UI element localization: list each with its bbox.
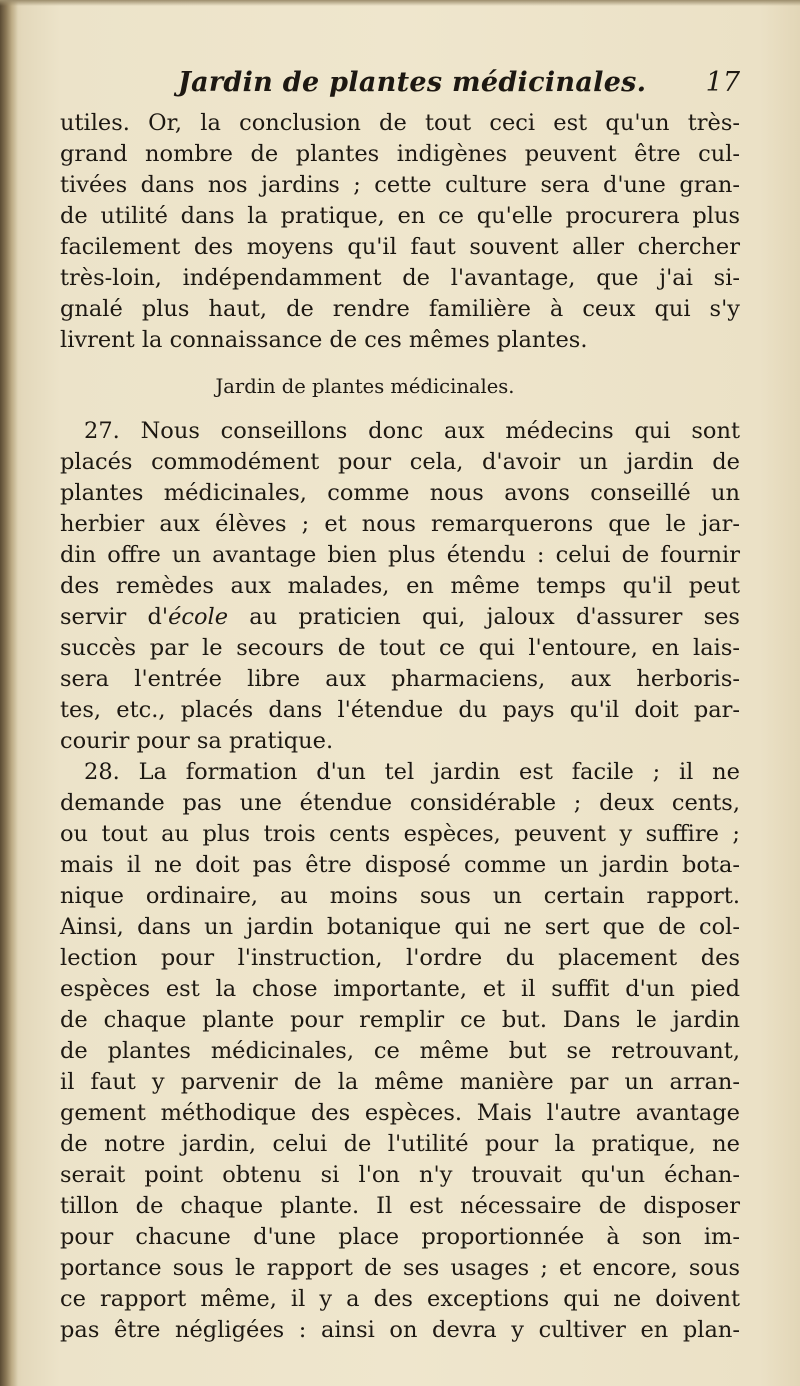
text-line: pas être négligées : ainsi on devra y cultiver en plan- (60, 1317, 740, 1343)
text-line: tes, etc., placés dans l'étendue du pays qu'il doit par- (60, 697, 740, 723)
text-line: lection pour l'instruction, l'ordre du placement des (60, 945, 740, 971)
text-line: portance sous le rapport de ses usages ; et encore, sous (60, 1255, 740, 1281)
book-binding-shadow (0, 0, 18, 1386)
text-line: livrent la connaissance de ces mêmes plantes. (60, 327, 588, 353)
text-line: tivées dans nos jardins ; cette culture sera d'une gran- (60, 172, 740, 198)
text-line: pour chacune d'une place proportionnée à son im- (60, 1224, 740, 1250)
text-line: facilement des moyens qu'il faut souvent aller chercher (60, 234, 740, 260)
paragraph-intro (60, 108, 740, 356)
text-line: nique ordinaire, au moins sous un certain rapport. (60, 883, 740, 909)
italic-word-ecole: école (168, 604, 229, 630)
page-body (60, 108, 740, 1346)
text-line: serait point obtenu si l'on n'y trouvait qu'un échan- (60, 1162, 740, 1188)
text-line: tillon de chaque plante. Il est nécessaire de disposer (60, 1193, 740, 1219)
text-line: très-loin, indépendamment de l'avantage, que j'ai si- (60, 265, 740, 291)
text-line: placés commodément pour cela, d'avoir un jardin de (60, 449, 740, 475)
text-line: plantes médicinales, comme nous avons conseillé un (60, 480, 740, 506)
text-line: demande pas une étendue considérable ; deux cents, (60, 790, 740, 816)
paragraph-28 (60, 757, 740, 1346)
text-line: ce rapport même, il y a des exceptions qui ne doivent (60, 1286, 740, 1312)
page-number: 17 (705, 67, 740, 98)
text-line: de notre jardin, celui de l'utilité pour la pratique, ne (60, 1131, 740, 1157)
text-line: sera l'entrée libre aux pharmaciens, aux herboris- (60, 666, 740, 692)
text-line: 28. La formation d'un tel jardin est facile ; il ne (84, 759, 740, 785)
page-header (60, 66, 740, 106)
section-heading: Jardin de plantes médicinales. (215, 375, 515, 398)
paragraph-27 (60, 416, 740, 757)
text-line: gement méthodique des espèces. Mais l'autre avantage (60, 1100, 740, 1126)
text-line: mais il ne doit pas être disposé comme un jardin bota- (60, 852, 740, 878)
text-line: grand nombre de plantes indigènes peuvent être cul- (60, 141, 740, 167)
text-line: ou tout au plus trois cents espèces, peuvent y suffire ; (60, 821, 740, 847)
text-segment: au praticien qui, jaloux d'assurer ses (228, 604, 740, 630)
text-line: gnalé plus haut, de rendre familière à ceux qui s'y (60, 296, 740, 322)
text-line: herbier aux élèves ; et nous remarquerons que le jar- (60, 511, 740, 537)
text-segment: servir d' (60, 604, 169, 630)
text-line: de plantes médicinales, ce même but se retrouvant, (60, 1038, 740, 1064)
text-line: 27. Nous conseillons donc aux médecins qui sont (84, 418, 740, 444)
text-line: courir pour sa pratique. (60, 728, 334, 754)
text-line: de chaque plante pour remplir ce but. Dans le jardin (60, 1007, 740, 1033)
text-line: din offre un avantage bien plus étendu : celui de fournir (60, 542, 740, 568)
running-title: Jardin de plantes médicinales. (178, 67, 647, 98)
text-line: espèces est la chose importante, et il suffit d'un pied (60, 976, 740, 1002)
text-line: de utilité dans la pratique, en ce qu'elle procurera plus (60, 203, 740, 229)
text-line: des remèdes aux malades, en même temps qu'il peut (60, 573, 740, 599)
text-line: utiles. Or, la conclusion de tout ceci est qu'un très- (60, 110, 740, 136)
text-line: Ainsi, dans un jardin botanique qui ne sert que de col- (60, 914, 740, 940)
text-line: succès par le secours de tout ce qui l'entoure, en lais- (60, 635, 740, 661)
page-top-edge (0, 0, 800, 6)
text-line-ecole (60, 602, 740, 633)
text-line: il faut y parvenir de la même manière par un arran- (60, 1069, 740, 1095)
